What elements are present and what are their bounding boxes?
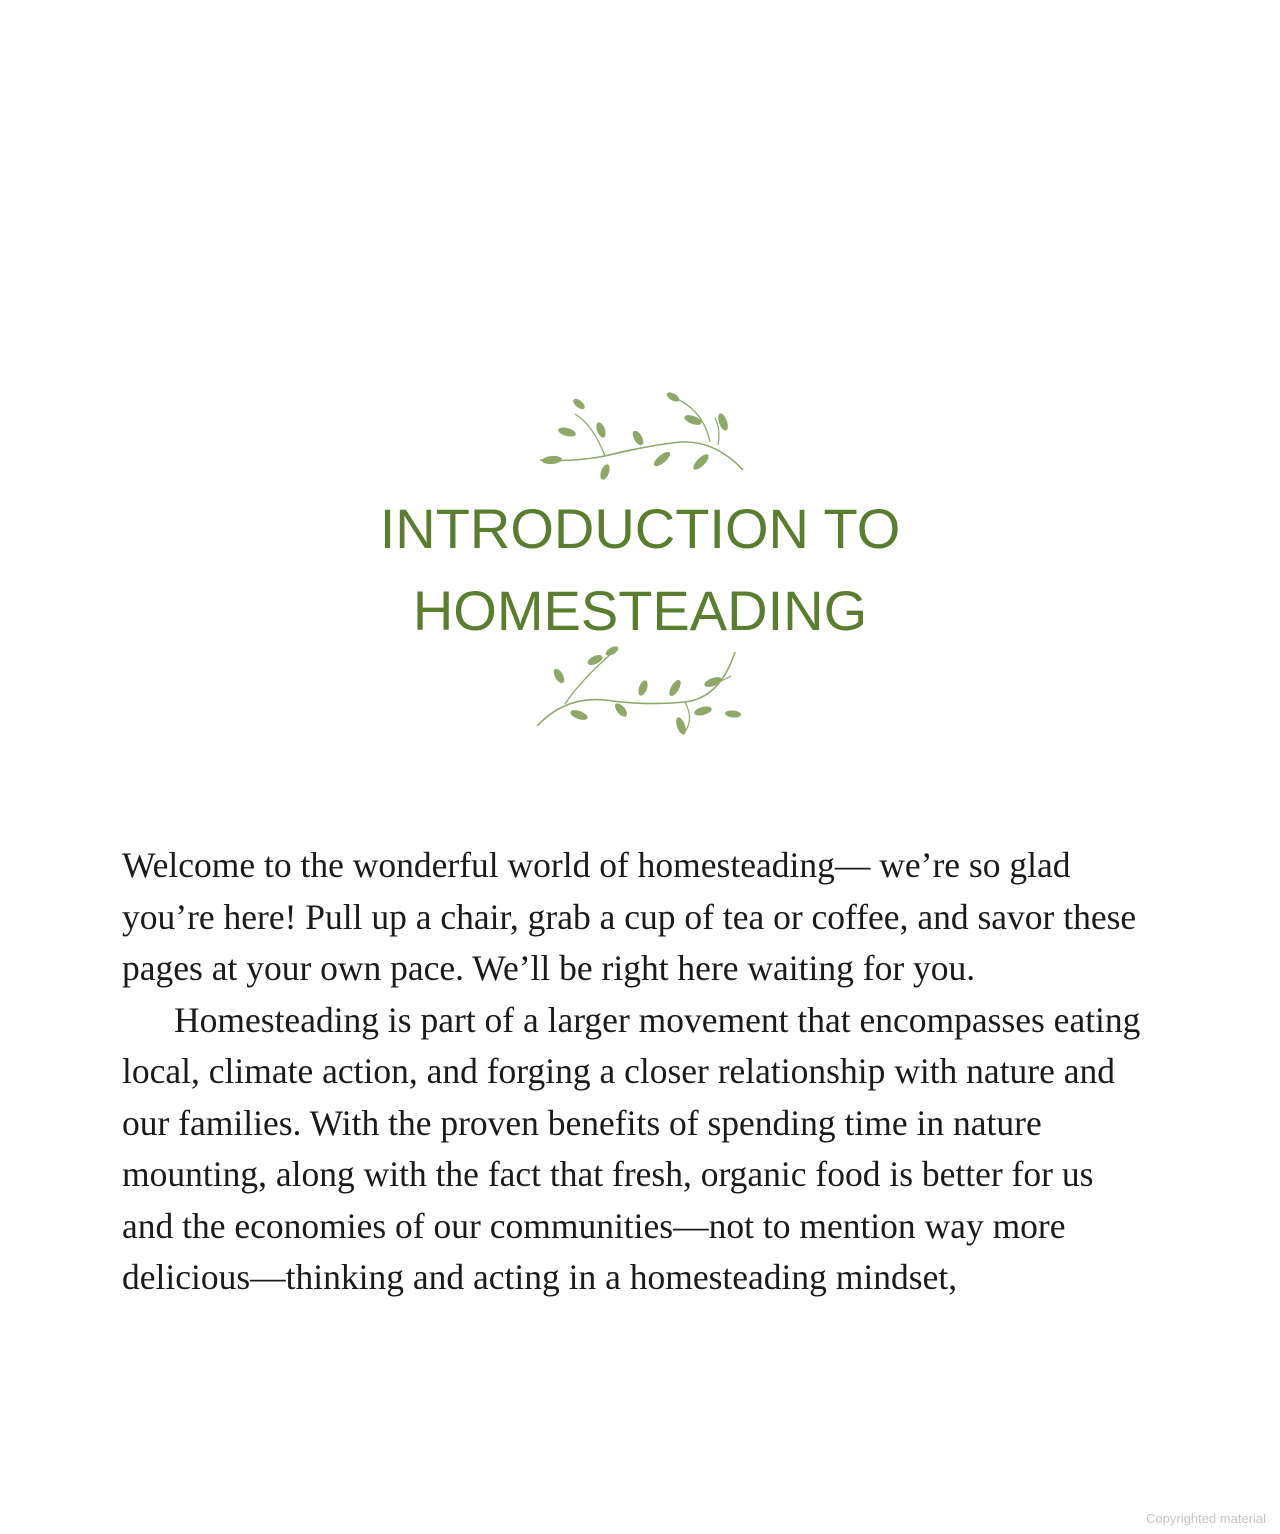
copyright-notice: Copyrighted material xyxy=(1146,1511,1266,1526)
paragraph: Homesteading is part of a larger movement that encompasses eating local, climate action, and forging a closer relationship with nature and our families. With the proven benefits of spending time in nature mounting, along with the fact that fresh, organic food is better for us and the economies of our communities—not to mention way more delicious—thinking and acting in a homesteading mindset, xyxy=(122,999,1141,1297)
chapter-title-line-1: INTRODUCTION TO xyxy=(379,497,901,560)
chapter-title-line-2: HOMESTEADING xyxy=(412,579,868,642)
body-text xyxy=(122,840,1142,1304)
vine-ornament-top-icon xyxy=(535,390,745,482)
chapter-title xyxy=(240,488,1040,652)
paragraph: Welcome to the wonderful world of homesteading— we’re so glad you’re here! Pull up a chair, grab a cup of tea or coffee, and savor these pages at your own pace. We’ll be right here waiting for you. xyxy=(122,845,1137,988)
vine-ornament-bottom-icon xyxy=(535,646,745,738)
